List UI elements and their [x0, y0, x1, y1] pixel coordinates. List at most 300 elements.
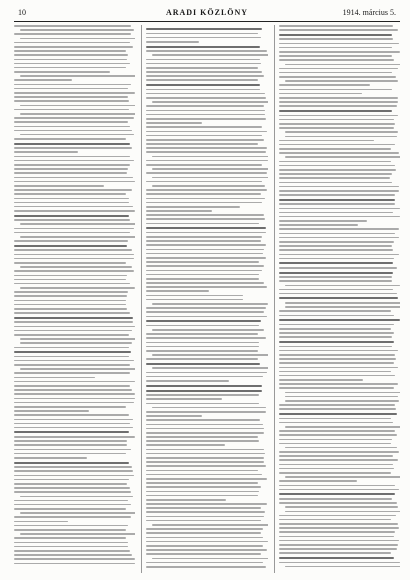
text-line: [279, 536, 395, 538]
newspaper-title: ARADI KÖZLÖNY: [165, 8, 249, 17]
text-line: [279, 387, 394, 389]
text-line: [146, 511, 265, 513]
text-line: [279, 144, 395, 146]
text-line: [14, 130, 132, 132]
text-line: [279, 177, 391, 179]
text-line: [279, 552, 392, 554]
text-line: [279, 489, 399, 491]
text-line: [279, 502, 397, 504]
text-line: [279, 544, 399, 546]
text-line: [14, 308, 127, 310]
text-line: [14, 377, 95, 379]
text-line: [285, 476, 400, 478]
text-line: [14, 160, 134, 162]
text-line: [279, 468, 394, 470]
text-line: [146, 311, 263, 313]
text-line: [14, 356, 129, 358]
text-line: [279, 25, 393, 27]
text-line: [279, 220, 367, 222]
text-line: [14, 364, 130, 366]
text-line: [279, 293, 397, 295]
text-line: [152, 54, 267, 56]
text-line: [14, 172, 127, 174]
text-line: [279, 523, 398, 525]
text-line: [20, 266, 132, 268]
text-line: [279, 105, 397, 107]
text-line: [20, 533, 135, 535]
text-line: [279, 280, 393, 282]
text-line: [14, 300, 126, 302]
text-line: [14, 92, 135, 94]
text-line: [14, 270, 134, 272]
text-line: [279, 190, 399, 192]
text-line: [14, 457, 87, 459]
text-line: [146, 75, 263, 77]
text-line: [279, 97, 398, 99]
text-line: [146, 350, 258, 352]
text-line: [146, 244, 266, 246]
text-line: [14, 96, 128, 98]
text-line: [146, 432, 263, 434]
text-line: [146, 84, 260, 86]
text-line: [279, 224, 359, 226]
page-header: [14, 6, 400, 20]
text-line: [146, 482, 258, 484]
text-line: [14, 393, 135, 395]
text-line: [279, 127, 394, 129]
text-line: [279, 404, 396, 406]
text-line: [20, 29, 134, 31]
text-line: [146, 227, 266, 229]
text-line: [14, 500, 128, 502]
text-line: [20, 512, 135, 514]
text-line: [285, 80, 399, 82]
text-line: [14, 360, 134, 362]
text-line: [279, 341, 394, 343]
text-line: [14, 232, 130, 234]
text-line: [14, 117, 134, 119]
text-line: [146, 46, 259, 48]
text-line: [279, 72, 393, 74]
text-line: [146, 316, 266, 318]
text-line: [279, 358, 397, 360]
text-line: [14, 508, 126, 510]
text-line: [279, 408, 396, 410]
text-line: [14, 398, 135, 400]
text-line: [279, 169, 397, 171]
text-line: [152, 329, 264, 331]
text-line: [14, 198, 129, 200]
text-line: [279, 233, 395, 235]
text-line: [152, 407, 265, 409]
text-line: [279, 38, 393, 40]
text-line: [146, 202, 262, 204]
text-line: [146, 385, 261, 387]
text-line: [285, 396, 399, 398]
text-line: [146, 50, 267, 52]
text-line: [146, 126, 261, 128]
text-line: [279, 272, 394, 274]
text-line: [20, 134, 134, 136]
text-line: [146, 491, 259, 493]
header-rule: [14, 21, 400, 22]
text-line: [279, 371, 391, 373]
text-line: [14, 258, 134, 260]
text-line: [146, 307, 265, 309]
text-line: [279, 186, 399, 188]
text-line: [14, 100, 129, 102]
text-line: [20, 223, 135, 225]
text-line: [279, 540, 400, 542]
text-line: [14, 143, 130, 145]
text-line: [14, 42, 130, 44]
text-line: [14, 423, 130, 425]
text-line: [279, 140, 374, 142]
text-line: [14, 347, 129, 349]
text-line: [14, 419, 133, 421]
text-line: [279, 76, 396, 78]
text-line: [279, 332, 395, 334]
text-line: [146, 428, 264, 430]
text-line: [20, 38, 135, 40]
text-line: [146, 286, 267, 288]
text-line: [146, 147, 267, 149]
text-line: [146, 474, 262, 476]
text-line: [146, 465, 266, 467]
text-line: [146, 67, 258, 69]
text-line: [14, 126, 130, 128]
text-line: [146, 566, 266, 568]
text-line: [279, 451, 399, 453]
text-line: [279, 480, 358, 482]
text-line: [279, 375, 396, 377]
text-line: [279, 245, 392, 247]
text-line: [152, 354, 267, 356]
text-line: [14, 88, 128, 90]
text-line: [279, 315, 394, 317]
text-line: [146, 89, 260, 91]
text-line: [14, 291, 128, 293]
text-line: [14, 193, 126, 195]
text-line: [14, 254, 134, 256]
text-line: [14, 402, 134, 404]
text-line: [14, 462, 129, 464]
text-line: [279, 519, 391, 521]
text-line: [14, 59, 127, 61]
text-line: [146, 528, 263, 530]
text-line: [146, 503, 267, 505]
text-line: [146, 516, 264, 518]
text-line: [14, 453, 126, 455]
text-line: [14, 406, 126, 408]
text-line: [279, 161, 391, 163]
text-line: [20, 287, 135, 289]
text-line: [279, 68, 398, 70]
column-middle: [141, 25, 267, 573]
text-line: [14, 177, 133, 179]
text-line: [20, 236, 135, 238]
text-line: [14, 449, 131, 451]
text-line: [279, 267, 398, 269]
text-line: [14, 372, 130, 374]
text-line: [20, 113, 135, 115]
text-line: [146, 236, 262, 238]
text-line: [146, 390, 261, 392]
text-line: [14, 245, 127, 247]
text-line: [279, 43, 400, 45]
text-line: [146, 71, 262, 73]
text-line: [285, 566, 400, 568]
text-line: [14, 440, 127, 442]
column-left: [14, 25, 135, 573]
text-line: [14, 558, 135, 560]
text-line: [279, 498, 392, 500]
text-line: [14, 444, 127, 446]
text-line: [279, 194, 396, 196]
text-line: [146, 532, 260, 534]
text-line: [152, 524, 267, 526]
text-line: [14, 151, 78, 153]
text-line: [279, 472, 392, 474]
text-line: [279, 336, 393, 338]
text-line: [285, 506, 398, 508]
text-line: [146, 290, 209, 292]
text-line: [14, 33, 131, 35]
text-line: [14, 312, 130, 314]
text-line: [14, 542, 128, 544]
text-line: [279, 422, 394, 424]
text-line: [279, 93, 363, 95]
text-line: [146, 135, 262, 137]
text-line: [14, 381, 135, 383]
text-line: [279, 527, 399, 529]
text-line: [14, 156, 130, 158]
text-line: [279, 216, 400, 218]
text-line: [146, 114, 265, 116]
text-line: [279, 89, 393, 91]
text-line: [279, 485, 395, 487]
text-line: [146, 495, 258, 497]
text-line: [14, 262, 126, 264]
text-line: [14, 295, 127, 297]
text-line: [146, 181, 261, 183]
text-line: [14, 50, 126, 52]
text-line: [146, 541, 267, 543]
text-line: [146, 520, 261, 522]
text-line: [146, 28, 262, 30]
text-line: [279, 557, 394, 559]
text-line: [285, 447, 397, 449]
text-line: [14, 326, 135, 328]
text-line: [279, 418, 391, 420]
text-line: [285, 511, 400, 513]
text-line: [146, 380, 229, 382]
text-line: [14, 219, 130, 221]
text-line: [146, 214, 264, 216]
text-line: [146, 218, 264, 220]
text-line: [14, 537, 126, 539]
text-line: [279, 434, 397, 436]
text-line: [279, 367, 399, 369]
text-line: [279, 362, 395, 364]
text-line: [279, 182, 392, 184]
text-line: [20, 338, 135, 340]
text-line: [14, 431, 129, 433]
text-line: [146, 59, 260, 61]
text-line: [146, 172, 267, 174]
text-line: [279, 515, 396, 517]
text-line: [14, 317, 133, 319]
text-line: [146, 249, 264, 251]
text-line: [146, 346, 259, 348]
text-line: [14, 206, 133, 208]
text-line: [14, 121, 128, 123]
text-line: [146, 278, 259, 280]
text-line: [279, 165, 395, 167]
text-line: [14, 529, 126, 531]
text-line: [279, 208, 400, 210]
text-line: [279, 350, 398, 352]
text-line: [152, 101, 267, 103]
text-line: [146, 189, 266, 191]
text-line: [146, 41, 199, 43]
text-line: [20, 368, 135, 370]
text-line: [146, 118, 266, 120]
text-line: [146, 206, 239, 208]
text-line: [14, 483, 127, 485]
text-line: [146, 470, 258, 472]
text-line: [146, 320, 261, 322]
text-line: [279, 241, 394, 243]
text-line: [279, 199, 395, 201]
text-line: [285, 306, 400, 308]
text-line: [279, 101, 399, 103]
text-line: [279, 47, 392, 49]
text-line: [279, 319, 400, 321]
text-line: [14, 25, 131, 27]
text-line: [279, 84, 371, 86]
text-line: [146, 143, 258, 145]
text-line: [279, 29, 399, 31]
text-line: [20, 75, 135, 77]
text-line: [146, 240, 261, 242]
text-line: [279, 289, 393, 291]
text-line: [285, 400, 400, 402]
text-line: [14, 147, 132, 149]
text-line: [146, 253, 263, 255]
text-line: [146, 457, 264, 459]
text-line: [279, 328, 391, 330]
text-line: [146, 265, 264, 267]
text-line: [279, 115, 398, 117]
text-line: [14, 275, 127, 277]
text-line: [279, 464, 394, 466]
text-line: [14, 546, 128, 548]
text-line: [146, 37, 261, 39]
text-line: [146, 210, 211, 212]
text-line: [279, 51, 400, 53]
text-line: [285, 285, 400, 287]
text-line: [146, 270, 261, 272]
text-line: [14, 414, 129, 416]
text-line: [152, 168, 267, 170]
text-line: [146, 257, 266, 259]
text-line: [14, 427, 133, 429]
text-line: [279, 324, 395, 326]
text-line: [152, 367, 267, 369]
text-line: [14, 46, 133, 48]
text-line: [146, 411, 266, 413]
text-line: [14, 436, 135, 438]
text-line: [14, 321, 133, 323]
text-line: [279, 276, 392, 278]
text-line: [279, 123, 396, 125]
text-line: [146, 507, 261, 509]
text-line: [279, 413, 398, 415]
text-line: [285, 426, 400, 428]
text-line: [279, 548, 398, 550]
text-line: [279, 297, 399, 299]
text-line: [14, 330, 132, 332]
text-line: [14, 164, 130, 166]
text-line: [279, 228, 399, 230]
text-line: [14, 283, 130, 285]
text-line: [279, 562, 400, 564]
text-line: [14, 228, 134, 230]
text-line: [14, 389, 132, 391]
text-line: [146, 403, 259, 405]
text-columns: [14, 25, 400, 573]
text-line: [146, 274, 258, 276]
text-line: [146, 105, 263, 107]
text-line: [279, 379, 363, 381]
text-line: [20, 342, 132, 344]
text-line: [14, 54, 128, 56]
text-line: [146, 562, 262, 564]
text-line: [146, 499, 226, 501]
text-line: [279, 148, 392, 150]
text-line: [146, 486, 261, 488]
text-line: [146, 436, 258, 438]
text-line: [146, 160, 267, 162]
text-line: [152, 177, 267, 179]
text-line: [14, 181, 135, 183]
text-line: [14, 249, 132, 251]
text-line: [14, 240, 128, 242]
text-line: [14, 550, 130, 552]
text-line: [146, 151, 266, 153]
text-line: [14, 334, 129, 336]
text-line: [14, 466, 132, 468]
text-line: [14, 521, 68, 523]
text-line: [14, 516, 131, 518]
issue-date: 1914. március 5.: [342, 8, 396, 17]
text-line: [14, 202, 129, 204]
text-line: [146, 223, 259, 225]
text-line: [14, 71, 110, 73]
text-line: [14, 491, 131, 493]
text-line: [146, 79, 258, 81]
text-line: [14, 487, 130, 489]
text-line: [14, 215, 129, 217]
text-line: [14, 210, 135, 212]
text-line: [146, 139, 264, 141]
text-line: [146, 299, 242, 301]
text-line: [14, 504, 131, 506]
text-line: [146, 93, 265, 95]
text-line: [14, 554, 132, 556]
text-line: [146, 261, 259, 263]
